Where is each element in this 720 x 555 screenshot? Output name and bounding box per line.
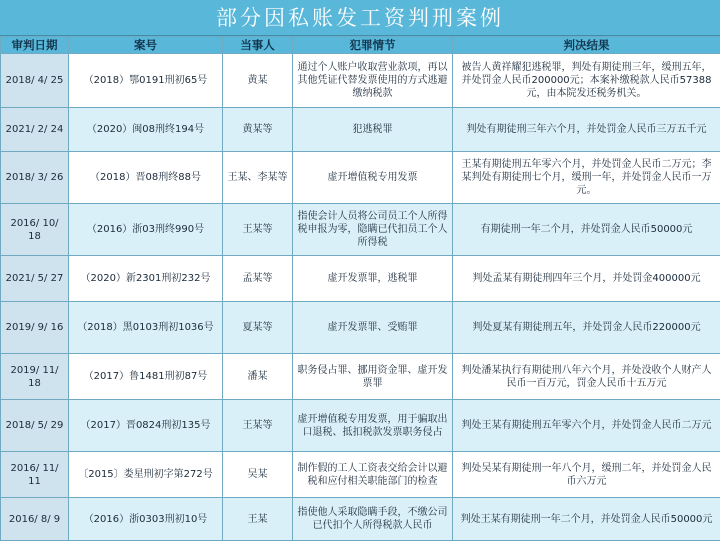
cell-date: 2018/ 4/ 25 — [1, 54, 69, 108]
cell-party: 王某、李某等 — [223, 152, 293, 204]
cell-result: 判处潘某执行有期徒刑八年六个月，并处没收个人财产人民币一百万元，罚金人民币十五万元 — [453, 354, 720, 400]
cell-facts: 制作假的工人工资表交给会计以避税和应付相关职能部门的检查 — [293, 452, 453, 498]
cell-case-number: （2020）闽08刑终194号 — [69, 108, 223, 152]
cell-party: 吴某 — [223, 452, 293, 498]
cell-facts: 虚开增值税专用发票 — [293, 152, 453, 204]
table-row — [1, 54, 720, 108]
cell-case-number: （2017）鲁1481刑初87号 — [69, 354, 223, 400]
cell-result: 有期徒刑一年二个月，并处罚金人民币50000元 — [453, 204, 720, 256]
cell-case-number: 〔2015〕娄星刑初字第272号 — [69, 452, 223, 498]
header-facts: 犯罪情节 — [293, 37, 453, 54]
cell-party: 潘某 — [223, 354, 293, 400]
cell-case-number: （2016）浙03刑终990号 — [69, 204, 223, 256]
cell-date: 2018/ 5/ 29 — [1, 400, 69, 452]
header-party: 当事人 — [223, 37, 293, 54]
cell-date: 2021/ 5/ 27 — [1, 256, 69, 302]
cell-result: 判处王某有期徒刑一年二个月，并处罚金人民币50000元 — [453, 498, 720, 541]
cell-facts: 指使会计人员将公司员工个人所得税申报为零，隐瞒已代扣员工个人所得税 — [293, 204, 453, 256]
cell-date: 2016/ 11/ 11 — [1, 452, 69, 498]
cell-party: 夏某等 — [223, 302, 293, 354]
cell-party: 孟某等 — [223, 256, 293, 302]
cell-result: 王某有期徒刑五年零六个月，并处罚金人民币二万元；李某判处有期徒刑七个月，缓刑一年，并处罚金人民币一万元。 — [453, 152, 720, 204]
table-row — [1, 452, 720, 498]
cell-date: 2019/ 9/ 16 — [1, 302, 69, 354]
cell-date: 2018/ 3/ 26 — [1, 152, 69, 204]
cell-party: 黄某等 — [223, 108, 293, 152]
cell-date: 2016/ 10/ 18 — [1, 204, 69, 256]
table-row — [1, 498, 720, 541]
cell-party: 王某 — [223, 498, 293, 541]
table-row — [1, 152, 720, 204]
table-header-row — [1, 37, 720, 54]
cell-party: 黄某 — [223, 54, 293, 108]
cell-case-number: （2020）新2301刑初232号 — [69, 256, 223, 302]
cell-result: 判处有期徒刑三年六个月，并处罚金人民币三万五千元 — [453, 108, 720, 152]
table-row — [1, 204, 720, 256]
cell-facts: 虚开发票罪，逃税罪 — [293, 256, 453, 302]
cell-facts: 职务侵占罪、挪用资金罪、虚开发票罪 — [293, 354, 453, 400]
cell-date: 2021/ 2/ 24 — [1, 108, 69, 152]
table-row — [1, 256, 720, 302]
cell-case-number: （2018）晋08刑终88号 — [69, 152, 223, 204]
table-row — [1, 302, 720, 354]
table-row — [1, 354, 720, 400]
cell-party: 王某等 — [223, 204, 293, 256]
cell-facts: 指使他人采取隐瞒手段，不缴公司已代扣个人所得税款人民币 — [293, 498, 453, 541]
header-result: 判决结果 — [453, 37, 720, 54]
header-case-number: 案号 — [69, 37, 223, 54]
cell-facts: 虚开增值税专用发票，用于骗取出口退税、抵扣税款发票职务侵占 — [293, 400, 453, 452]
cell-result: 判处吴某有期徒刑一年八个月，缓刑二年，并处罚金人民币六万元 — [453, 452, 720, 498]
header-date: 审判日期 — [1, 37, 69, 54]
cell-result: 被告人黄祥耀犯逃税罪，判处有期徒刑三年，缓刑五年，并处罚金人民币200000元；本案补缴税款人民币57388元，由本院发还税务机关。 — [453, 54, 720, 108]
cell-facts: 犯逃税罪 — [293, 108, 453, 152]
cases-table — [0, 36, 720, 541]
cell-facts: 通过个人账户收取营业款项，再以其他凭证代替发票使用的方式逃避缴纳税款 — [293, 54, 453, 108]
cell-result: 判处夏某有期徒刑五年，并处罚金人民币220000元 — [453, 302, 720, 354]
page-title: 部分因私账发工资判刑案例 — [0, 0, 720, 36]
cell-date: 2016/ 8/ 9 — [1, 498, 69, 541]
cell-result: 判处王某有期徒刑五年零六个月，并处罚金人民币二万元 — [453, 400, 720, 452]
table-row — [1, 108, 720, 152]
cell-party: 王某等 — [223, 400, 293, 452]
cell-case-number: （2016）浙0303刑初10号 — [69, 498, 223, 541]
cell-case-number: （2017）晋0824刑初135号 — [69, 400, 223, 452]
cell-facts: 虚开发票罪、受贿罪 — [293, 302, 453, 354]
cell-case-number: （2018）黑0103刑初1036号 — [69, 302, 223, 354]
table-row — [1, 400, 720, 452]
cell-case-number: （2018）鄂0191刑初65号 — [69, 54, 223, 108]
cell-date: 2019/ 11/ 18 — [1, 354, 69, 400]
cell-result: 判处孟某有期徒刑四年三个月，并处罚金400000元 — [453, 256, 720, 302]
